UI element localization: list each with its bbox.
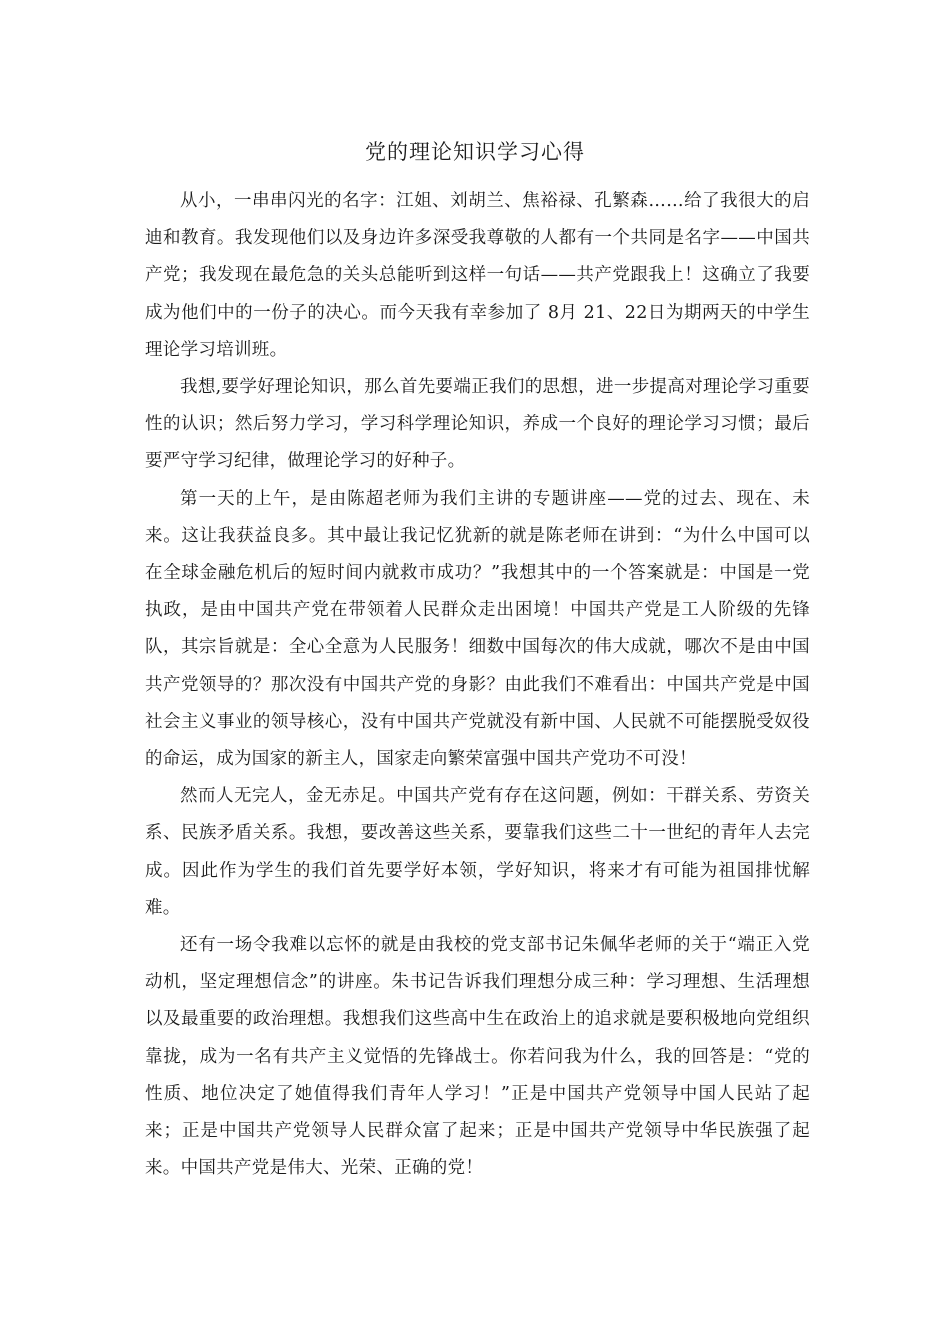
paragraph: 我想,要学好理论知识，那么首先要端正我们的思想，进一步提高对理论学习重要性的认识；然后努力学习，学习科学理论知识，养成一个良好的理论学习习惯；最后要严守学习纪律，做理论学习的好种子。 bbox=[145, 377, 810, 472]
document-body bbox=[145, 183, 810, 1187]
paragraph: 从小，一串串闪光的名字：江姐、刘胡兰、焦裕禄、孔繁森……给了我很大的启迪和教育。我发现他们以及身边许多深受我尊敬的人都有一个共同是名字——中国共产党；我发现在最危急的关头总能听到这样一句话——共产党跟我上！这确立了我要成为他们中的一份子的决心。而今天我有幸参加了 8月 21、22日为期两天的中学生理论学习培训班。 bbox=[145, 191, 810, 360]
document-title: 党的理论知识学习心得 bbox=[365, 140, 585, 164]
paragraph: 还有一场令我难以忘怀的就是由我校的党支部书记朱佩华老师的关于“端正入党动机，坚定理想信念”的讲座。朱书记告诉我们理想分成三种：学习理想、生活理想以及最重要的政治理想。我想我们这些高中生在政治上的追求就是要积极地向党组织靠拢，成为一名有共产主义觉悟的先锋战士。你若问我为什么，我的回答是：“党的性质、地位决定了她值得我们青年人学习！”正是中国共产党领导中国人民站了起来；正是中国共产党领导人民群众富了起来；正是中国共产党领导中华民族强了起来。中国共产党是伟大、光荣、正确的党！ bbox=[145, 935, 810, 1179]
paragraph: 第一天的上午，是由陈超老师为我们主讲的专题讲座——党的过去、现在、未来。这让我获益良多。其中最让我记忆犹新的就是陈老师在讲到：“为什么中国可以在全球金融危机后的短时间内就救市成功？”我想其中的一个答案就是：中国是一党执政，是由中国共产党在带领着人民群众走出困境！中国共产党是工人阶级的先锋队，其宗旨就是：全心全意为人民服务！细数中国每次的伟大成就，哪次不是由中国共产党领导的？那次没有中国共产党的身影？由此我们不难看出：中国共产党是中国社会主义事业的领导核心，没有中国共产党就没有新中国、人民就不可能摆脱受奴役的命运，成为国家的新主人，国家走向繁荣富强中国共产党功不可没！ bbox=[145, 488, 810, 770]
paragraph: 然而人无完人，金无赤足。中国共产党有存在这问题，例如：干群关系、劳资关系、民族矛盾关系。我想，要改善这些关系，要靠我们这些二十一世纪的青年人去完成。因此作为学生的我们首先要学好本领，学好知识，将来才有可能为祖国排忧解难。 bbox=[145, 786, 810, 918]
